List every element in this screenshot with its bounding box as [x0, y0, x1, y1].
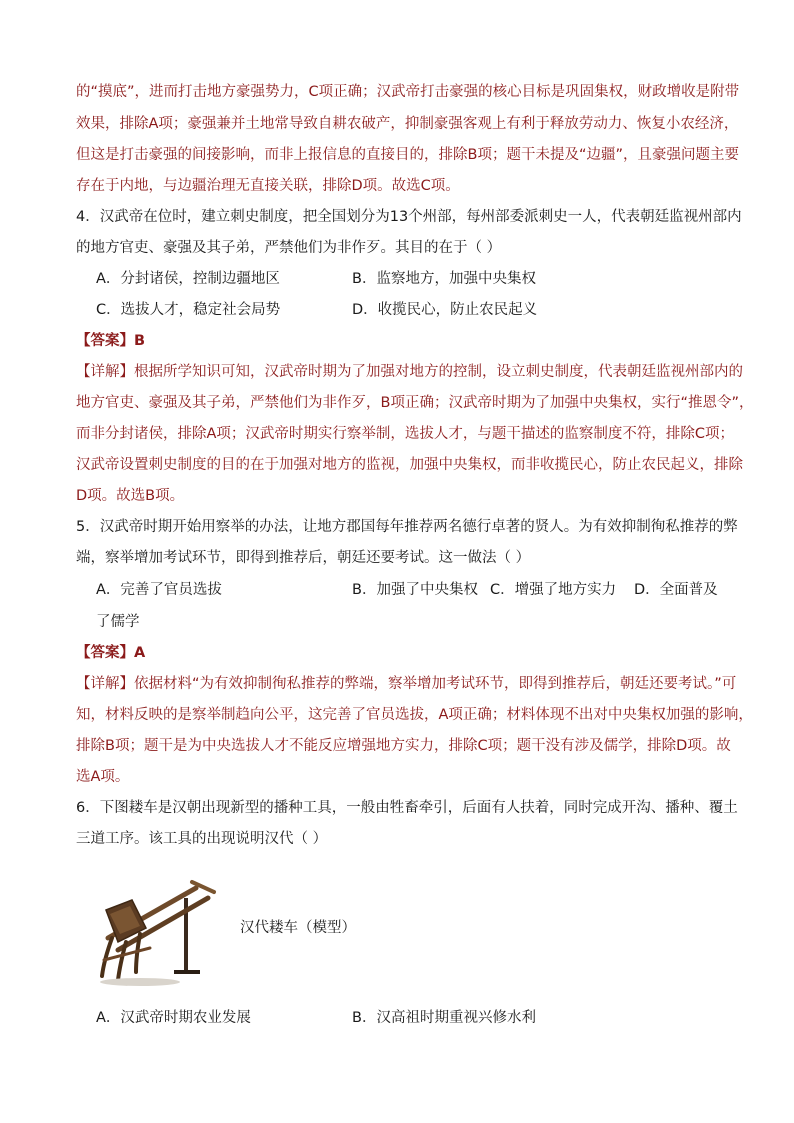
- q5-option-b[interactable]: B．加强了中央集权: [352, 582, 478, 598]
- q4-stem-line-1: 4．汉武帝在位时，建立刺史制度，把全国划分为13个州部，每州部委派刺史一人，代表朝廷监视州部内: [76, 209, 742, 225]
- q6-option-b[interactable]: B．汉高祖时期重视兴修水利: [352, 1010, 536, 1026]
- q4-option-d[interactable]: D．收揽民心，防止农民起义: [352, 302, 538, 318]
- prev-detail-line-4: 存在于内地，与边疆治理无直接关联，排除D项。故选C项。: [76, 178, 460, 194]
- q6-option-a[interactable]: A．汉武帝时期农业发展: [96, 1010, 251, 1026]
- q6-stem-line-1: 6．下图耧车是汉朝出现新型的播种工具，一般由牲畜牵引，后面有人扶着，同时完成开沟、播种、覆土: [76, 800, 738, 816]
- prev-detail-line-3: 但这是打击豪强的间接影响，而非上报信息的直接目的，排除B项；题干未提及“边疆”，且豪强问题主要: [76, 147, 739, 163]
- q5-option-c[interactable]: C．增强了地方实力: [490, 582, 617, 598]
- q5-detail-line-3: 排除B项；题干是为中央选拔人才不能反应增强地方实力，排除C项；题干没有涉及儒学，排除D项。故: [76, 738, 731, 754]
- q5-option-d[interactable]: D．全面普及: [634, 582, 718, 598]
- q5-detail-line-2: 知，材料反映的是察举制趋向公平，这完善了官员选拔，A项正确；材料体现不出对中央集权加强的影响，: [76, 707, 753, 723]
- q4-detail-line-3: 而非分封诸侯，排除A项；汉武帝时期实行察举制，选拔人才，与题干描述的监察制度不符，排除C项；: [76, 426, 735, 442]
- q4-detail-line-2: 地方官吏、豪强及其子弟，严禁他们为非作歹，B项正确；汉武帝时期为了加强中央集权，实行“推恩令”，: [76, 395, 754, 411]
- q4-detail-line-1: 【详解】根据所学知识可知，汉武帝时期为了加强对地方的控制，设立刺史制度，代表朝廷监视州部内的: [76, 364, 743, 380]
- q5-stem-line-2: 端，察举增加考试环节，即得到推荐后，朝廷还要考试。这一做法（ ）: [76, 550, 531, 566]
- q5-detail-line-4: 选A项。: [76, 769, 130, 785]
- q5-option-a[interactable]: A．完善了官员选拔: [96, 582, 222, 598]
- q4-detail-line-5: D项。故选B项。: [76, 488, 185, 504]
- prev-detail-line-2: 效果，排除A项；豪强兼并土地常导致自耕农破产，抑制豪强客观上有利于释放劳动力、恢复小农经济，: [76, 116, 739, 132]
- q6-stem-line-2: 三道工序。该工具的出现说明汉代（ ）: [76, 831, 328, 847]
- q4-option-a[interactable]: A．分封诸侯，控制边疆地区: [96, 271, 280, 287]
- q4-answer: 【答案】B: [76, 333, 146, 349]
- prev-detail-line-1: 的“摸底”，进而打击地方豪强势力，C项正确；汉武帝打击豪强的核心目标是巩固集权，财政增收是附带: [76, 84, 740, 100]
- q5-stem-line-1: 5．汉武帝时期开始用察举的办法，让地方郡国每年推荐两名德行卓著的贤人。为有效抑制徇私推荐的弊: [76, 519, 738, 535]
- q5-detail-line-1: 【详解】依据材料“为有效抑制徇私推荐的弊端，察举增加考试环节，即得到推荐后，朝廷还要考试。”可: [76, 676, 737, 692]
- q5-answer: 【答案】A: [76, 645, 146, 661]
- figure-caption: 汉代耧车（模型）: [240, 920, 356, 936]
- q4-detail-line-4: 汉武帝设置刺史制度的目的在于加强对地方的监视，加强中央集权，而非收揽民心，防止农民起义，排除: [76, 457, 743, 473]
- q4-option-b[interactable]: B．监察地方，加强中央集权: [352, 271, 536, 287]
- seed-drill-model-image: [88, 868, 224, 988]
- q5-option-d-continued: 了儒学: [96, 614, 140, 630]
- q4-option-c[interactable]: C．选拔人才，稳定社会局势: [96, 302, 281, 318]
- q4-stem-line-2: 的地方官吏、豪强及其子弟，严禁他们为非作歹。其目的在于（ ）: [76, 240, 502, 256]
